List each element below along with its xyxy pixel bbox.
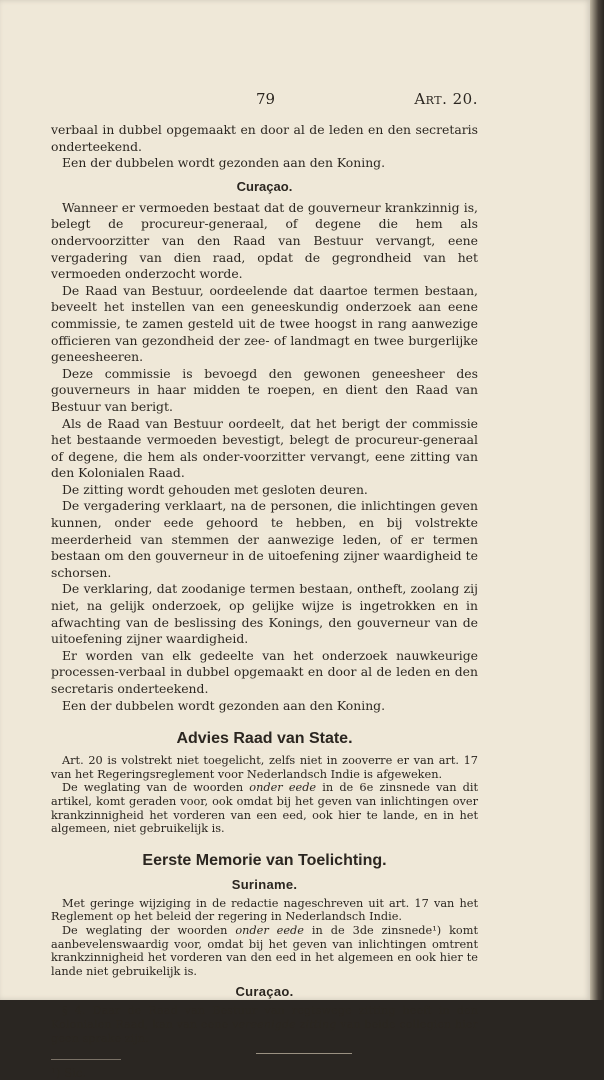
curacao-paragraph: De vergadering verklaart, na de personen, die inlichtingen geven kunnen, onder eede gehoord te hebben, en bij volstrekte meerderheid van stemmen der aanwezige leden, of er termen bestaan om den gouverneur in de uitoefening zijner waardigheid te schorsen. (51, 498, 478, 580)
running-header (51, 90, 478, 108)
advies-body (51, 754, 478, 836)
subheading-curacao: Curaçao. (235, 984, 294, 1000)
section-heading-curacao: Curaçao. (236, 178, 293, 194)
footnote-rule (51, 1059, 121, 1060)
memorie-p3-text-b: van beide collegien hier geen sprake zijn. (51, 1017, 478, 1045)
section-heading-memorie: Eerste Memorie van Toelichting. (142, 851, 387, 869)
page-body (51, 122, 478, 1080)
curacao-paragraph: Wanneer er vermoeden bestaat dat de gouverneur krankzinnig is, belegt de procureur-generaal, of degene die hem als ondervoorzitter van den Raad van Bestuur vervangt, eene vergadering van dien raad, opdat de gegrondheid van het vermoeden onderzocht worde. (51, 199, 478, 282)
advies-paragraph-2 (51, 781, 478, 835)
curacao-paragraph: Deze commissie is bevoegd den gewonen geneesheer des gouverneurs in haar midden te roepen, en dient den Raad van Bestuur van berigt. (51, 365, 478, 414)
memorie-body (51, 897, 478, 979)
footnote: ¹) Sic. (51, 1066, 87, 1080)
curacao-paragraph: De zitting wordt gehouden met gesloten deuren. (62, 481, 368, 497)
curacao-paragraph: Er worden van elk gedeelte van het onderzoek nauwkeurige processen-verbaal in dubbel opgemaakt en door al de leden en den secretaris onderteekend. (51, 647, 478, 696)
curacao-paragraph: Een der dubbelen wordt gezonden aan den Koning. (62, 697, 386, 713)
subheading-suriname: Suriname. (231, 876, 298, 892)
memorie-p2-emphasis: onder eede (235, 923, 304, 937)
memorie-paragraph-3 (51, 1004, 478, 1045)
page-number: 79 (256, 90, 276, 108)
advies-p2-text-a: De weglating van de woorden (62, 781, 250, 795)
article-label: Art. 20. (414, 90, 478, 108)
memorie-p2-text-a: De weglating der woorden (62, 923, 236, 937)
advies-p2-text-b: in de 6e zinsnede van dit artikel, komt geraden voor, ook omdat bij het geven van inlichtingen over krankzinnigheid het vorderen van een eed, ook hier te lande, en in het algemeen, niet gebruikelijk is. (51, 781, 479, 836)
memorie-paragraph-1: Met geringe wijziging in de redactie nageschreven uit art. 17 van het Reglement op het beleid der regering in Nederlandsch Indie. (51, 896, 478, 924)
memorie-p2-text-b: in de 3de zinsnede¹) komt aanbevelenswaardig voor, omdat bij het geven van inlichtingen omtrent krankzinnigheid het vorderen van den eed in het algemeen en ook hier te lande niet gebruikelijk is. (51, 923, 478, 978)
curacao-paragraph: De verklaring, dat zoodanige termen bestaan, ontheft, zoolang zij niet, na gelijk onderzoek, op gelijke wijze is ingetrokken en in afwachting van de beslissing des Konings, den gouverneur van de uitoefening zijner waardigheid. (51, 581, 478, 647)
memorie-p3-text-a: § 4. Daar de Raad van Bestuur van regtswege zitting heeft in den Kolonialen Raad, kan van eene (51, 1004, 478, 1031)
curacao-paragraphs (51, 200, 478, 714)
advies-paragraph-1: Art. 20 is volstrekt niet toegelicht, zelfs niet in zooverre er van art. 17 van het Regeringsreglement voor Nederlandsch Indie is afgeweken. (51, 754, 478, 781)
curacao-paragraph: Als de Raad van Bestuur oordeelt, dat het berigt der commissie het bestaande vermoeden bevestigt, belegt de procureur-generaal of degene, die hem als onder-voorzitter vervangt, eene zitting van den Kolonialen Raad. (51, 415, 478, 481)
memorie-p3-emphasis: vereenigde zitting (231, 1017, 337, 1031)
intro-paragraph-2: Een der dubbelen wordt gezonden aan den Koning. (62, 155, 386, 171)
footnote-separator-area (51, 1045, 478, 1059)
intro-paragraph-1: verbaal in dubbel opgemaakt en door al de leden en den secretaris onderteekend. (51, 122, 478, 154)
curacao-paragraph: De Raad van Bestuur, oordeelende dat daartoe termen bestaan, beveelt het instellen van een geneeskundig onderzoek aan eene commissie, te zamen gesteld uit de twee hoogst in rang aanwezige officieren van gezondheid der zee- of landmagt en twee burgerlijke geneesheeren. (51, 282, 478, 365)
memorie-curacao-body (51, 1004, 478, 1045)
center-rule (256, 1053, 352, 1054)
section-heading-advies: Advies Raad van State. (176, 730, 353, 748)
page-edge-shadow (590, 0, 604, 1000)
advies-p2-emphasis: onder eede (249, 781, 317, 795)
memorie-paragraph-2 (51, 924, 478, 978)
